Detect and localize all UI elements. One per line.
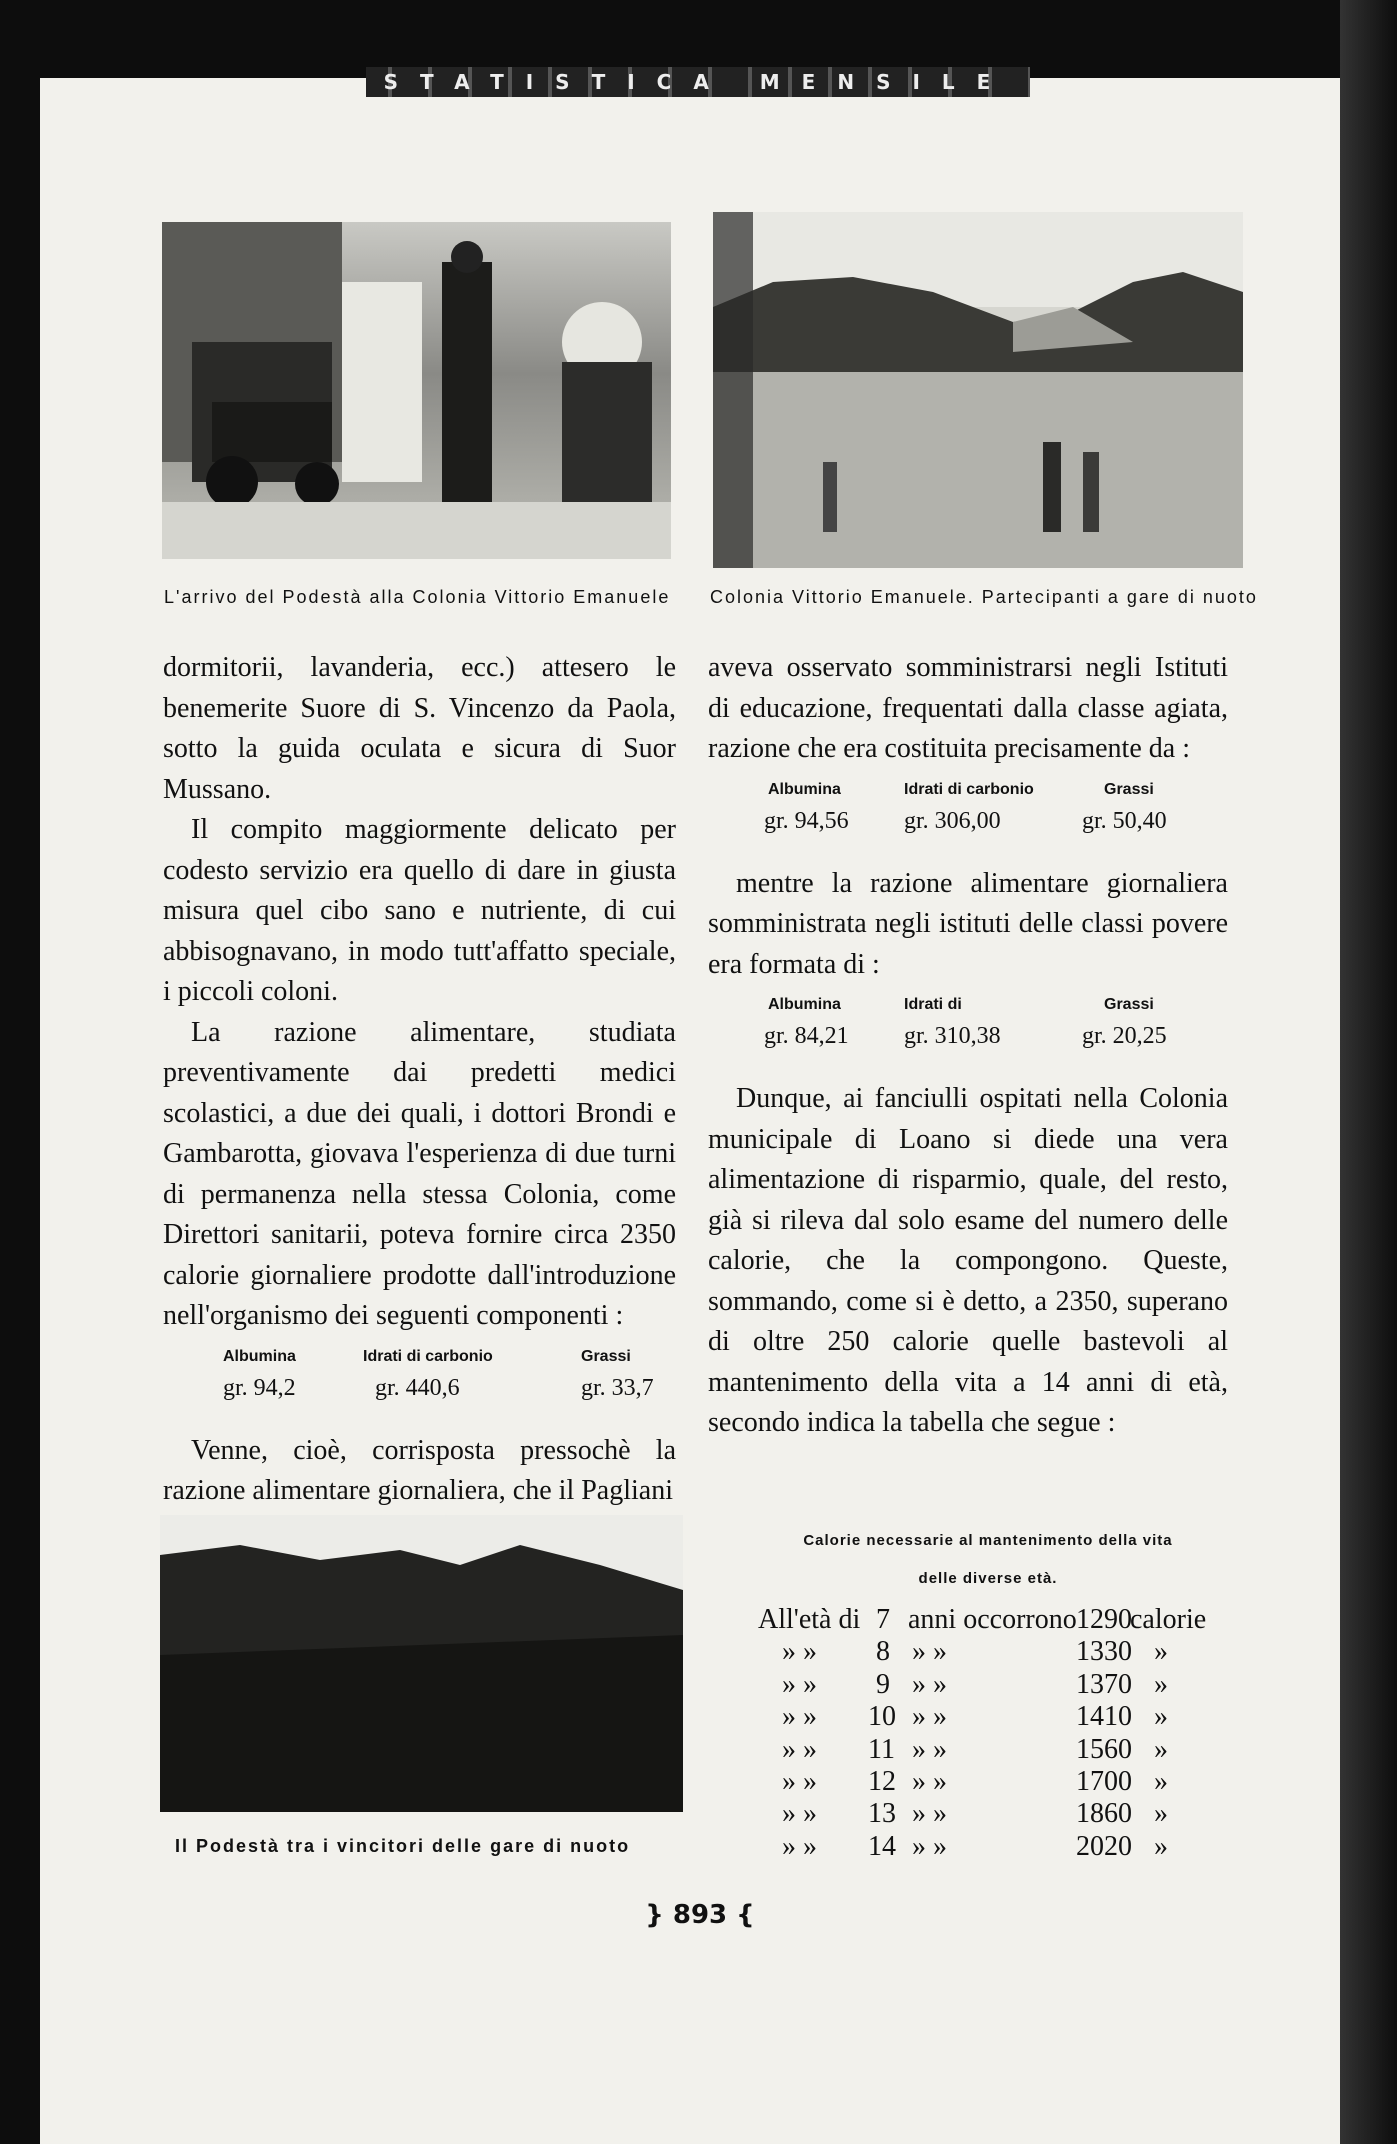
calorie-row	[750, 1766, 1220, 1798]
row-calories: 2020	[1076, 1830, 1132, 1862]
row-verb: » »	[912, 1668, 947, 1700]
right-paragraph-3: Dunque, ai fanciulli ospitati nella Colonia municipale di Loano si diede una vera alimentazione di risparmio, quale, del resto, già si rileva dal solo esame del numero delle calorie, che la compongono. Queste, sommando, come si è detto, a 2350, superano di oltre 250 calorie quelle bastevoli al mantenimento della vita a 14 anni di età, secondo indica la tabella che segue :	[708, 1083, 1228, 1438]
row-age: 7	[876, 1604, 890, 1635]
calorie-row	[750, 1604, 1220, 1636]
nutrient-value: gr. 94,56	[764, 807, 849, 834]
left-paragraph-1: dormitorii, lavanderia, ecc.) attesero le benemerite Suore di S. Vincenzo da Paola, sotto la guida oculata e sicura di Suor Mussano.	[163, 652, 676, 805]
row-calories: 1410	[1076, 1701, 1132, 1733]
row-calories: 1330	[1076, 1636, 1132, 1668]
nutrient-value: gr. 310,38	[904, 1023, 1001, 1049]
row-unit: »	[1154, 1765, 1168, 1797]
row-calories: 1700	[1076, 1765, 1132, 1797]
row-unit: »	[1154, 1798, 1168, 1830]
nutrient-value: gr. 20,25	[1082, 1023, 1167, 1049]
row-age: 9	[876, 1668, 890, 1700]
right-paragraph-1: aveva osservato somministrarsi negli Istituti di educazione, frequentati dalla classe agiata, razione che era costituita precisamente da :	[708, 652, 1228, 764]
nutrient-label: Grassi	[581, 1347, 631, 1365]
row-calories: 1560	[1076, 1733, 1132, 1765]
row-calories: 1290	[1076, 1604, 1132, 1635]
running-header: STATISTICA MENSILE	[366, 67, 1030, 97]
calorie-row	[750, 1831, 1220, 1863]
photo-swim-winners	[160, 1515, 683, 1812]
scan-border-right	[1340, 0, 1397, 2144]
caption-top-right: Colonia Vittorio Emanuele. Partecipanti a gare di nuoto	[710, 587, 1258, 607]
nutrient-label: Idrati di carbonio	[904, 780, 1034, 798]
right-paragraph-2: mentre la razione alimentare giornaliera somministrata negli istituti delle classi povere era formata di :	[708, 867, 1228, 980]
left-paragraph-2: Il compito maggiormente delicato per codesto servizio era quello di dare in giusta misura quel cibo sano e nutriente, di cui abbisognavano, in modo tutt'affatto speciale, i piccoli coloni.	[163, 814, 676, 1007]
row-unit: »	[1154, 1668, 1168, 1700]
row-unit: »	[1154, 1701, 1168, 1733]
nutrient-label: Albumina	[768, 780, 841, 798]
row-age: 8	[876, 1636, 890, 1668]
row-age: 14	[868, 1830, 896, 1862]
nutrient-label: Idrati di	[904, 996, 962, 1013]
row-verb: » »	[912, 1636, 947, 1668]
nutrient-value: gr. 33,7	[581, 1374, 654, 1401]
nutrient-table-wealthy	[708, 776, 1228, 854]
caption-bottom-left: Il Podestà tra i vincitori delle gare di nuoto	[175, 1836, 631, 1856]
row-unit: »	[1154, 1636, 1168, 1668]
right-column	[708, 648, 1228, 1444]
calorie-row	[750, 1669, 1220, 1701]
row-age: 12	[868, 1765, 896, 1797]
row-verb: » »	[912, 1830, 947, 1862]
row-prefix: » »	[782, 1668, 817, 1700]
row-unit: calorie	[1130, 1604, 1207, 1635]
caption-top-left: L'arrivo del Podestà alla Colonia Vittorio Emanuele	[164, 587, 671, 607]
page-number: } 893 {	[645, 1900, 755, 1930]
row-calories: 1860	[1076, 1798, 1132, 1830]
nutrient-label: Grassi	[1104, 996, 1154, 1013]
row-verb: » »	[912, 1733, 947, 1765]
row-age: 13	[868, 1798, 896, 1830]
scan-border-left	[0, 0, 40, 2144]
nutrient-value: gr. 306,00	[904, 807, 1001, 834]
row-verb: anni occorrono	[908, 1604, 1077, 1635]
photo-podesta-arrival	[162, 222, 671, 559]
row-verb: » »	[912, 1765, 947, 1797]
row-prefix: » »	[782, 1798, 817, 1830]
row-age: 11	[868, 1733, 895, 1765]
calorie-row	[750, 1734, 1220, 1766]
nutrient-value: gr. 94,2	[223, 1374, 296, 1401]
row-prefix: » »	[782, 1765, 817, 1797]
photo-swim-participants	[713, 212, 1243, 568]
calorie-row	[750, 1701, 1220, 1733]
row-calories: 1370	[1076, 1668, 1132, 1700]
calorie-table-title	[728, 1522, 1248, 1598]
row-unit: »	[1154, 1733, 1168, 1765]
calorie-table	[750, 1604, 1220, 1863]
left-paragraph-3: La razione alimentare, studiata preventivamente dai predetti medici scolastici, a due dei quali, i dottori Brondi e Gambarotta, giovava l'esperienza di due turni di permanenza nella stessa Colonia, come Direttori sanitarii, poteva fornire circa 2350 calorie giornaliere prodotte dall'introduzione nell'organismo dei seguenti componenti :	[163, 1016, 676, 1331]
calorie-row	[750, 1636, 1220, 1668]
nutrient-label: Idrati di carbonio	[363, 1347, 493, 1365]
row-prefix: » »	[782, 1830, 817, 1862]
row-unit: »	[1154, 1830, 1168, 1862]
row-prefix: » »	[782, 1636, 817, 1668]
nutrient-label: Grassi	[1104, 780, 1154, 798]
calorie-table-title-line-1: Calorie necessarie al mantenimento della vita	[803, 1532, 1173, 1549]
nutrient-table-poor	[708, 991, 1228, 1069]
nutrient-value: gr. 84,21	[764, 1023, 849, 1049]
nutrient-label: Albumina	[768, 996, 841, 1013]
nutrient-value: gr. 440,6	[375, 1374, 460, 1401]
row-verb: » »	[912, 1701, 947, 1733]
row-prefix: » »	[782, 1701, 817, 1733]
left-column	[163, 648, 676, 1512]
row-prefix: All'età di	[758, 1604, 861, 1635]
nutrient-label: Albumina	[223, 1347, 296, 1365]
nutrient-value: gr. 50,40	[1082, 807, 1167, 834]
calorie-table-title-line-2: delle diverse età.	[918, 1570, 1058, 1587]
row-verb: » »	[912, 1798, 947, 1830]
calorie-row	[750, 1798, 1220, 1830]
left-paragraph-4: Venne, cioè, corrisposta pressochè la razione alimentare giornaliera, che il Pagliani	[163, 1434, 676, 1506]
row-age: 10	[868, 1701, 896, 1733]
row-prefix: » »	[782, 1733, 817, 1765]
nutrient-table-colony	[163, 1343, 676, 1421]
